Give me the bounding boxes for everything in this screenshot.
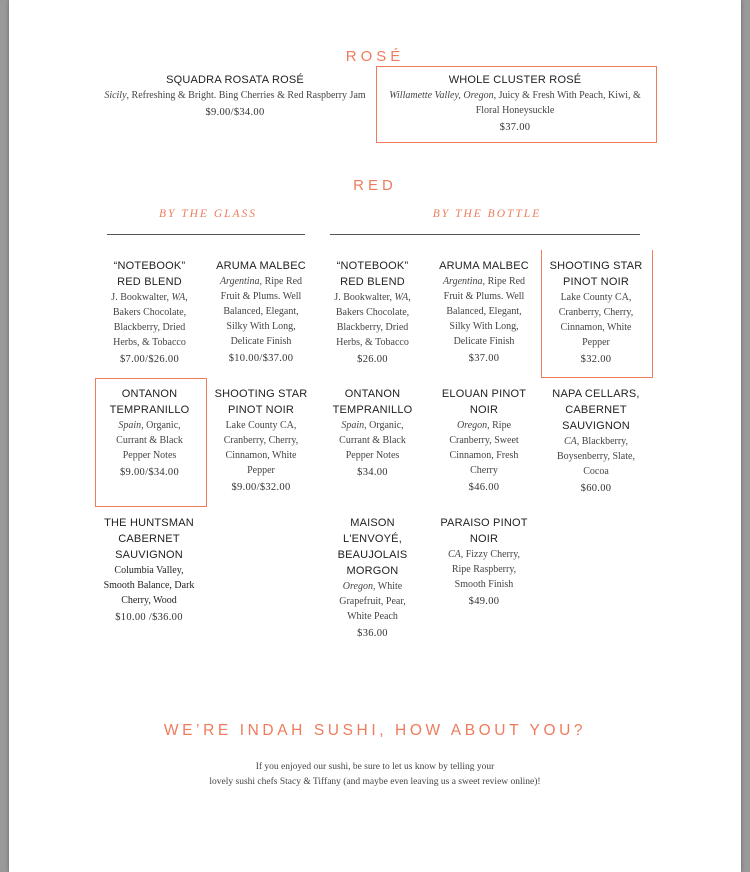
wine-description [541, 434, 651, 449]
wine-notes: Cherry [470, 465, 498, 476]
wine-origin: WA [171, 292, 186, 303]
wine-name: L'ENVOYÉ, [343, 533, 402, 545]
wine-price: $10.00/$37.00 [228, 353, 294, 364]
wine-notes: Cranberry, Sweet [449, 435, 519, 446]
wine-price: $7.00/$26.00 [119, 354, 180, 365]
bottle-item-paraiso [431, 515, 537, 610]
wine-notes: Currant & Black [339, 435, 406, 446]
wine-price: $10.00 /$36.00 [115, 612, 183, 623]
wine-price: $9.00/$34.00 [119, 467, 180, 478]
bottle-item-napa-cellars [541, 386, 651, 497]
wine-notes: Blackberry, Dried [113, 322, 186, 333]
bottle-item-elouan [431, 386, 537, 496]
wine-origin: Willamette Valley, Oregon [389, 90, 494, 101]
wine-description [431, 274, 537, 289]
wine-name: WHOLE CLUSTER ROSÉ [448, 74, 582, 86]
wine-name: CABERNET [118, 533, 180, 545]
bottle-item-shooting-star [543, 258, 649, 368]
wine-price: $32.00 [580, 354, 612, 365]
rose-section-title: ROSÉ [345, 48, 405, 65]
wine-notes: , [408, 292, 411, 303]
wine-notes: Fruit & Plums. Well [443, 291, 525, 302]
wine-description [320, 418, 425, 433]
wine-producer: J. Bookwalter, [111, 292, 172, 303]
wine-price: $49.00 [468, 596, 500, 607]
wine-description [320, 290, 425, 305]
wine-name: TEMPRANILLO [109, 404, 190, 416]
by-the-glass-heading: BY THE GLASS [158, 208, 258, 220]
wine-name: NOIR [469, 404, 499, 416]
wine-notes: Boysenberry, Slate, [557, 451, 635, 462]
wine-price: $46.00 [468, 482, 500, 493]
wine-notes: Pepper Notes [345, 450, 400, 461]
wine-origin: CA, [563, 436, 580, 447]
wine-notes: Silky With Long, [449, 321, 519, 332]
wine-notes: Organic, [143, 420, 181, 431]
wine-notes: Blackberry, [579, 436, 629, 447]
wine-notes: White [375, 581, 403, 592]
glass-item-shooting-star [208, 386, 314, 496]
wine-name: BEAUJOLAIS [337, 549, 408, 561]
wine-name: NAPA CELLARS, [552, 388, 640, 400]
wine-name: MAISON [350, 517, 395, 529]
wine-notes: , Juicy & Fresh With Peach, Kiwi, & [493, 90, 641, 101]
wine-description [95, 88, 375, 103]
wine-origin: Lake County CA, [560, 292, 632, 303]
wine-notes: Cinnamon, White [560, 322, 632, 333]
wine-description [320, 579, 425, 594]
wine-origin: WA [394, 292, 409, 303]
wine-item-squadra-rosata [95, 72, 375, 121]
wine-notes: , [185, 292, 188, 303]
wine-name: ELOUAN PINOT [441, 388, 527, 400]
wine-name: PINOT NOIR [228, 404, 294, 416]
wine-notes: White Peach [347, 611, 398, 622]
wine-name: NOIR [469, 533, 499, 545]
wine-producer: J. Bookwalter, [334, 292, 395, 303]
wine-description [97, 290, 202, 305]
bottle-item-notebook [320, 258, 425, 368]
wine-name: RED BLEND [117, 276, 182, 288]
wine-notes: Grapefruit, Pear, [339, 596, 406, 607]
glass-item-aruma-malbec [208, 258, 314, 367]
wine-notes: Floral Honeysuckle [475, 105, 555, 116]
wine-notes: Cranberry, Cherry, [558, 307, 634, 318]
wine-description [208, 274, 314, 289]
wine-name: ONTANON [344, 388, 401, 400]
wine-name: PARAISO PINOT [440, 517, 528, 529]
wine-name: SHOOTING STAR [214, 388, 308, 400]
wine-name: “NOTEBOOK” [113, 260, 186, 272]
wine-price: $60.00 [580, 483, 612, 494]
footer-title: WE’RE INDAH SUSHI, HOW ABOUT YOU? [163, 722, 587, 739]
wine-name: “NOTEBOOK” [336, 260, 409, 272]
wine-notes: Pepper Notes [122, 450, 177, 461]
wine-origin: Sicily [104, 90, 127, 101]
by-the-bottle-heading: BY THE BOTTLE [432, 208, 542, 220]
wine-notes: Pepper [582, 337, 610, 348]
wine-price: $9.00/$32.00 [231, 482, 291, 493]
wine-notes: Cocoa [583, 466, 609, 477]
wine-notes: , Refreshing & Bright. Bing Cherries & Red Raspberry Jam [126, 90, 366, 101]
glass-divider [107, 234, 305, 235]
wine-name: SAUVIGNON [562, 420, 630, 432]
wine-notes: Fruit & Plums. Well [220, 291, 302, 302]
wine-notes: Ripe Red [485, 276, 526, 287]
wine-price: $9.00/$34.00 [205, 107, 265, 118]
wine-price: $37.00 [499, 122, 531, 133]
wine-description [431, 418, 537, 433]
wine-notes: Ripe Raspberry, [451, 564, 517, 575]
wine-origin: Spain, [118, 420, 144, 431]
wine-name: SAUVIGNON [115, 549, 183, 561]
wine-name: ONTANON [121, 388, 178, 400]
bottle-item-aruma-malbec [431, 258, 537, 367]
bottle-divider [330, 234, 640, 235]
wine-origin: Lake County CA, [225, 420, 297, 431]
wine-notes: Herbs, & Tobacco [113, 337, 186, 348]
wine-notes: Organic, [366, 420, 404, 431]
wine-notes: Currant & Black [116, 435, 183, 446]
footer-line-1: If you enjoyed our sushi, be sure to let us know by telling your [255, 762, 495, 772]
wine-name: PINOT NOIR [563, 276, 629, 288]
wine-notes: Silky With Long, [226, 321, 296, 332]
wine-notes: Fizzy Cherry, [463, 549, 521, 560]
wine-item-whole-cluster [380, 72, 650, 136]
wine-name: RED BLEND [340, 276, 405, 288]
wine-notes: Herbs, & Tobacco [336, 337, 409, 348]
wine-name: CABERNET [565, 404, 627, 416]
glass-item-huntsman [95, 515, 203, 626]
wine-notes: Bakers Chocolate, [112, 307, 187, 318]
wine-origin: Spain, [341, 420, 367, 431]
wine-notes: Ripe Red [262, 276, 303, 287]
wine-notes: Smooth Finish [454, 579, 514, 590]
glass-item-ontanon [97, 386, 202, 481]
wine-description [97, 418, 202, 433]
wine-name: THE HUNTSMAN [104, 517, 194, 529]
wine-notes: Ripe [489, 420, 512, 431]
wine-name: ARUMA MALBEC [439, 260, 529, 272]
bottle-item-maison-lenvoye [320, 515, 425, 642]
wine-notes: Smooth Balance, Dark [103, 580, 195, 591]
wine-origin: Argentina, [442, 276, 486, 287]
wine-notes: Blackberry, Dried [336, 322, 409, 333]
wine-notes: Cinnamon, Fresh [449, 450, 519, 461]
wine-notes: Delicate Finish [453, 336, 515, 347]
wine-notes: Delicate Finish [230, 336, 292, 347]
wine-origin: Columbia Valley, [114, 565, 184, 576]
wine-price: $37.00 [468, 353, 500, 364]
wine-price: $34.00 [357, 467, 388, 478]
glass-item-notebook [97, 258, 202, 368]
wine-name: TEMPRANILLO [332, 404, 413, 416]
wine-notes: Cherry, Wood [121, 595, 177, 606]
red-section-title: RED [353, 177, 397, 194]
wine-description [431, 547, 537, 562]
wine-name: SQUADRA ROSATA ROSÉ [166, 74, 304, 86]
wine-notes: Cinnamon, White [225, 450, 297, 461]
wine-origin: Argentina, [219, 276, 263, 287]
wine-origin: Oregon, [342, 581, 376, 592]
wine-name: MORGON [346, 565, 399, 577]
wine-name: ARUMA MALBEC [216, 260, 306, 272]
wine-origin: Oregon, [456, 420, 490, 431]
wine-notes: Cranberry, Cherry, [223, 435, 299, 446]
wine-description [380, 88, 650, 118]
wine-origin: CA, [447, 549, 464, 560]
wine-notes: Bakers Chocolate, [335, 307, 410, 318]
bottle-item-ontanon [320, 386, 425, 481]
wine-price: $26.00 [357, 354, 388, 365]
wine-notes: Balanced, Elegant, [446, 306, 522, 317]
footer-line-2: lovely sushi chefs Stacy & Tiffany (and maybe even leaving us a sweet review online)! [209, 777, 541, 787]
wine-price: $36.00 [357, 628, 388, 639]
wine-name: SHOOTING STAR [549, 260, 643, 272]
wine-notes: Balanced, Elegant, [223, 306, 299, 317]
wine-notes: Pepper [247, 465, 275, 476]
